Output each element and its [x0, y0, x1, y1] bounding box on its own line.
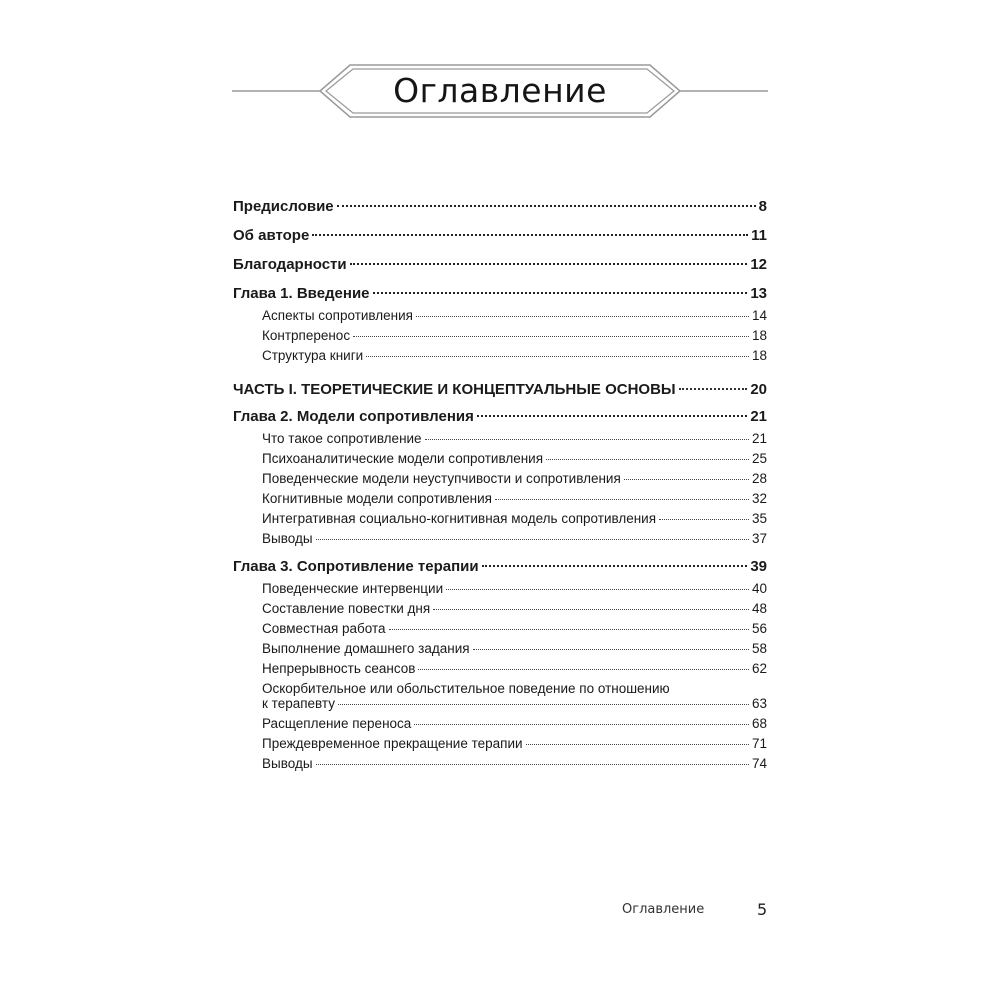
running-footer-label: Оглавление	[622, 902, 705, 917]
toc-subentry: Непрерывность сеансов 62	[262, 661, 767, 676]
toc-subentry: Выполнение домашнего задания 58	[262, 641, 767, 656]
toc-entry-preface: Предисловие 8	[233, 198, 767, 215]
toc-entry-about-author: Об авторе 11	[233, 227, 767, 244]
toc-entry-chapter-1: Глава 1. Введение 13	[233, 285, 767, 302]
toc-subentry: Психоаналитические модели сопротивления 25	[262, 451, 767, 466]
toc-subentry: Выводы 37	[262, 531, 767, 546]
toc-entry-part-1: ЧАСТЬ I. ТЕОРЕТИЧЕСКИЕ И КОНЦЕПТУАЛЬНЫЕ ОСНОВЫ 20	[233, 381, 767, 398]
toc-subentry: Структура книги 18	[262, 348, 767, 363]
toc-subentry: Когнитивные модели сопротивления 32	[262, 491, 767, 506]
toc-subentry: Расщепление переноса 68	[262, 716, 767, 731]
toc-subentry: Составление повестки дня 48	[262, 601, 767, 616]
toc-subentry: Поведенческие модели неуступчивости и сопротивления 28	[262, 471, 767, 486]
toc-subentry: Интегративная социально-когнитивная модель сопротивления 35	[262, 511, 767, 526]
toc-subentry: Совместная работа 56	[262, 621, 767, 636]
toc-entry-chapter-2: Глава 2. Модели сопротивления 21	[233, 408, 767, 425]
toc-subentry: Выводы 74	[262, 756, 767, 771]
toc-subentry: к терапевту 63	[262, 696, 767, 711]
page-title: Оглавление	[393, 71, 607, 110]
contents-header	[232, 62, 768, 120]
toc-entry-acknowledgements: Благодарности 12	[233, 256, 767, 273]
toc-subentry: Что такое сопротивление 21	[262, 431, 767, 446]
table-of-contents	[233, 198, 767, 771]
page-number: 5	[757, 900, 768, 919]
toc-subentry: Преждевременное прекращение терапии 71	[262, 736, 767, 751]
toc-subentry-wrapped-line: Оскорбительное или обольстительное поведение по отношению	[262, 681, 670, 696]
toc-subentry: Аспекты сопротивления 14	[262, 308, 767, 323]
toc-subentry: Контрперенос 18	[262, 328, 767, 343]
toc-entry-chapter-3: Глава 3. Сопротивление терапии 39	[233, 558, 767, 575]
toc-subentry: Поведенческие интервенции 40	[262, 581, 767, 596]
